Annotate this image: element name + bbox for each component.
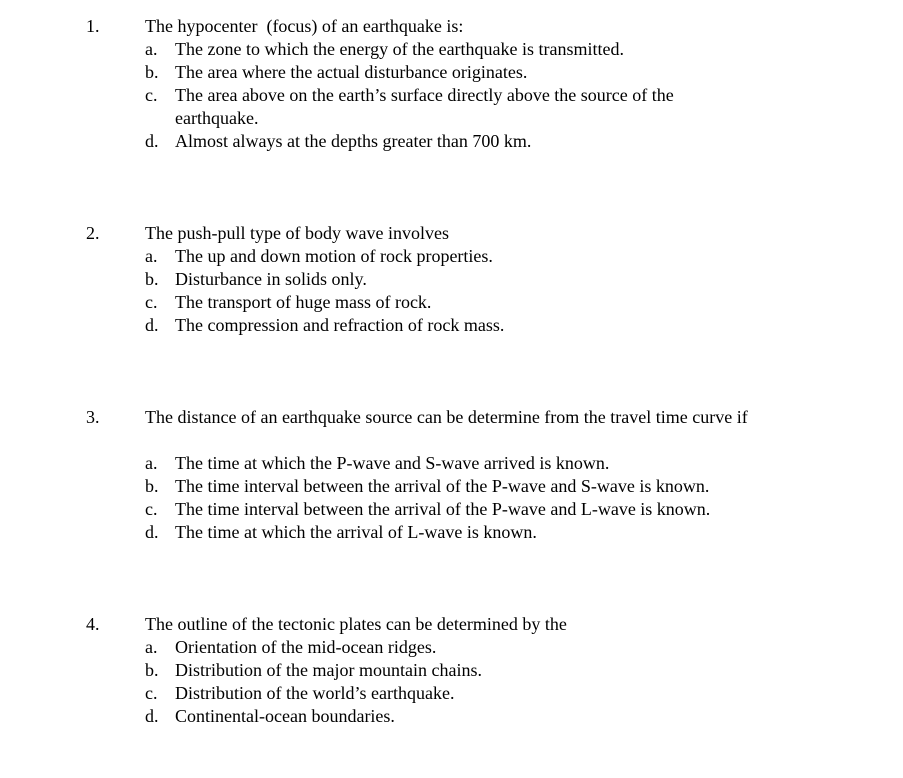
option-text: Continental-ocean boundaries. — [175, 706, 395, 726]
option-c — [145, 84, 825, 130]
option-letter: b. — [145, 62, 159, 82]
option-text: The transport of huge mass of rock. — [175, 292, 432, 312]
option-a — [145, 245, 825, 268]
answer-options — [145, 38, 825, 153]
option-text: The area above on the earth’s surface directly above the source of the earthquake. — [175, 85, 674, 128]
option-c — [145, 682, 825, 705]
question-stem: The push-pull type of body wave involves — [145, 223, 449, 243]
option-d — [145, 705, 825, 728]
option-d — [145, 314, 825, 337]
option-text: Distribution of the major mountain chains. — [175, 660, 482, 680]
option-b — [145, 61, 825, 84]
option-letter: c. — [145, 85, 158, 105]
question-number: 1. — [86, 16, 100, 36]
question-number: 2. — [86, 223, 100, 243]
option-a — [145, 636, 825, 659]
question-stem: The hypocenter (focus) of an earthquake is: — [145, 16, 464, 36]
option-text: The compression and refraction of rock mass. — [175, 315, 505, 335]
option-text: Almost always at the depths greater than 700 km. — [175, 131, 532, 151]
option-letter: c. — [145, 499, 158, 519]
option-letter: a. — [145, 246, 158, 266]
option-text: The time at which the arrival of L-wave is known. — [175, 522, 537, 542]
option-letter: c. — [145, 292, 158, 312]
question-stem: The outline of the tectonic plates can be determined by the — [145, 614, 567, 634]
option-letter: b. — [145, 660, 159, 680]
option-text: The time interval between the arrival of the P-wave and L-wave is known. — [175, 499, 711, 519]
option-letter: a. — [145, 637, 158, 657]
question-number: 3. — [86, 407, 100, 427]
option-letter: d. — [145, 706, 159, 726]
option-letter: a. — [145, 39, 158, 59]
option-letter: b. — [145, 269, 159, 289]
option-text: Disturbance in solids only. — [175, 269, 367, 289]
option-text: The zone to which the energy of the earthquake is transmitted. — [175, 39, 625, 59]
option-d — [145, 130, 825, 153]
option-c — [145, 498, 825, 521]
option-text: The area where the actual disturbance originates. — [175, 62, 528, 82]
option-d — [145, 521, 825, 544]
option-letter: b. — [145, 476, 159, 496]
answer-options — [145, 245, 825, 337]
question-stem: The distance of an earthquake source can be determine from the travel time curve if — [145, 407, 748, 427]
option-letter: d. — [145, 522, 159, 542]
option-letter: a. — [145, 453, 158, 473]
answer-options — [145, 452, 825, 544]
option-a — [145, 38, 825, 61]
question-number: 4. — [86, 614, 100, 634]
option-text: Distribution of the world’s earthquake. — [175, 683, 455, 703]
option-b — [145, 268, 825, 291]
option-b — [145, 475, 825, 498]
option-c — [145, 291, 825, 314]
option-letter: d. — [145, 131, 159, 151]
option-text: Orientation of the mid-ocean ridges. — [175, 637, 437, 657]
option-a — [145, 452, 825, 475]
option-text: The time at which the P-wave and S-wave arrived is known. — [175, 453, 610, 473]
option-b — [145, 659, 825, 682]
option-text: The up and down motion of rock properties. — [175, 246, 493, 266]
option-letter: d. — [145, 315, 159, 335]
option-letter: c. — [145, 683, 158, 703]
answer-options — [145, 636, 825, 728]
option-text: The time interval between the arrival of the P-wave and S-wave is known. — [175, 476, 710, 496]
